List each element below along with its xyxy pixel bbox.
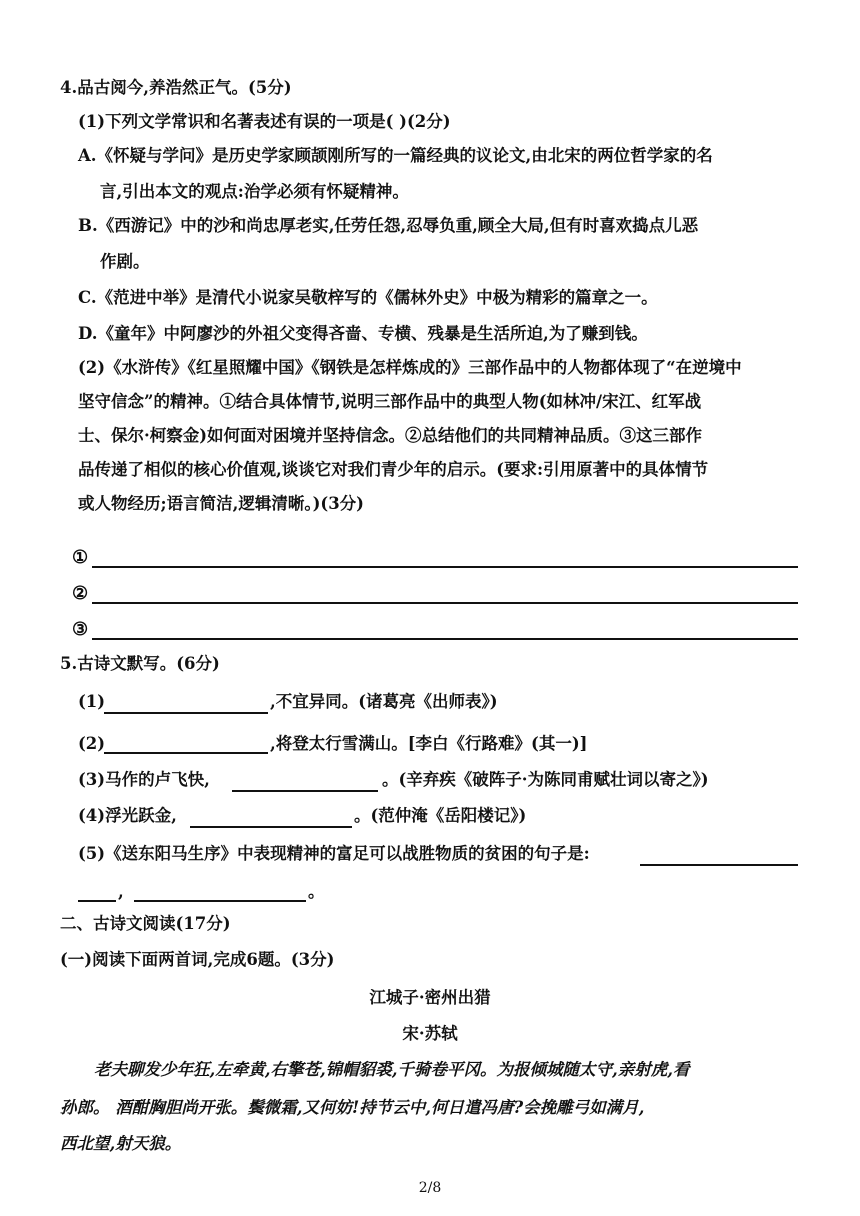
q4-sub2-line2: 坚守信念”的精神。①结合具体情节,说明三部作品中的典型人物(如林冲/宋江、红军战 [78, 392, 702, 411]
answer-blank-3[interactable] [92, 638, 798, 640]
q5-title: 5.古诗文默写。(6分) [60, 654, 220, 673]
q5-line3-text: 。(辛弃疾《破阵子·为陈同甫赋壮词以寄之》) [382, 770, 709, 789]
q4-sub2-line1: (2)《水浒传》《红星照耀中国》《钢铁是怎样炼成的》三部作品中的人物都体现了“在逆境中 [78, 358, 742, 377]
q4-option-a-line1: A.《怀疑与学问》是历史学家顾颉刚所写的一篇经典的议论文,由北宋的两位哲学家的名 [78, 146, 713, 165]
q5-line2-text: ,将登太行雪满山。[李白《行路难》(其一)] [270, 734, 588, 753]
q5-blank-1[interactable] [104, 712, 268, 714]
poem-title: 江城子·密州出猎 [369, 988, 491, 1007]
q5-blank-3[interactable] [232, 790, 378, 792]
q4-sub1: (1)下列文学常识和名著表述有误的一项是( )(2分) [78, 112, 451, 131]
poem-line-2: 孙郎。 酒酣胸胆尚开张。鬓微霜,又何妨!持节云中,何日遣冯唐?会挽雕弓如满月, [60, 1098, 645, 1117]
poem-line-1: 老夫聊发少年狂,左牵黄,右擎苍,锦帽貂裘,千骑卷平冈。为报倾城随太守,亲射虎,看 [94, 1060, 690, 1079]
answer-blank-2[interactable] [92, 602, 798, 604]
q4-option-b-line1: B.《西游记》中的沙和尚忠厚老实,任劳任怨,忍辱负重,顾全大局,但有时喜欢捣点儿恶 [78, 216, 699, 235]
q4-option-c: C.《范进中举》是清代小说家吴敬梓写的《儒林外史》中极为精彩的篇章之一。 [78, 288, 658, 307]
q5-comma: , [118, 882, 124, 901]
answer-blank-1[interactable] [92, 566, 798, 568]
q4-sub2-line3: 士、保尔·柯察金)如何面对困境并坚持信念。②总结他们的共同精神品质。③这三部作 [78, 426, 703, 445]
poem-author: 宋·苏轼 [402, 1024, 458, 1043]
q4-option-d: D.《童年》中阿廖沙的外祖父变得吝啬、专横、残暴是生活所迫,为了赚到钱。 [78, 324, 648, 343]
q5-line1-label: (1) [78, 692, 106, 711]
q4-option-b-line2: 作剧。 [100, 252, 150, 271]
answer-blank-3-marker: ③ [72, 619, 89, 640]
q5-line4-label: (4)浮光跃金, [78, 806, 177, 825]
q5-blank-5c[interactable] [134, 900, 306, 902]
q5-blank-5b[interactable] [78, 900, 116, 902]
q4-sub2-line5: 或人物经历;语言简洁,逻辑清晰。)(3分) [78, 494, 364, 513]
q4-title: 4.品古阅今,养浩然正气。(5分) [60, 78, 292, 97]
q5-blank-2[interactable] [104, 752, 268, 754]
section2-subtitle: (一)阅读下面两首词,完成6题。(3分) [60, 950, 335, 969]
poem-line-3: 西北望,射天狼。 [60, 1134, 182, 1153]
q5-line3-label: (3)马作的卢飞快, [78, 770, 210, 789]
answer-blank-1-marker: ① [72, 547, 89, 568]
q5-line1-text: ,不宜异同。(诸葛亮《出师表》) [270, 692, 498, 711]
q5-period: 。 [308, 882, 325, 901]
answer-blank-2-marker: ② [72, 583, 89, 604]
q5-line5-text: (5)《送东阳马生序》中表现精神的富足可以战胜物质的贫困的句子是: [78, 844, 590, 863]
q4-option-a-line2: 言,引出本文的观点:治学必须有怀疑精神。 [100, 182, 409, 201]
section2-title: 二、古诗文阅读(17分) [60, 914, 231, 933]
q4-sub2-line4: 品传递了相似的核心价值观,谈谈它对我们青少年的启示。(要求:引用原著中的具体情节 [78, 460, 709, 479]
page-number: 2/8 [418, 1180, 442, 1196]
q5-line2-label: (2) [78, 734, 106, 753]
q5-blank-5a[interactable] [640, 864, 798, 866]
q5-line4-text: 。(范仲淹《岳阳楼记》) [354, 806, 527, 825]
q5-blank-4[interactable] [190, 826, 352, 828]
